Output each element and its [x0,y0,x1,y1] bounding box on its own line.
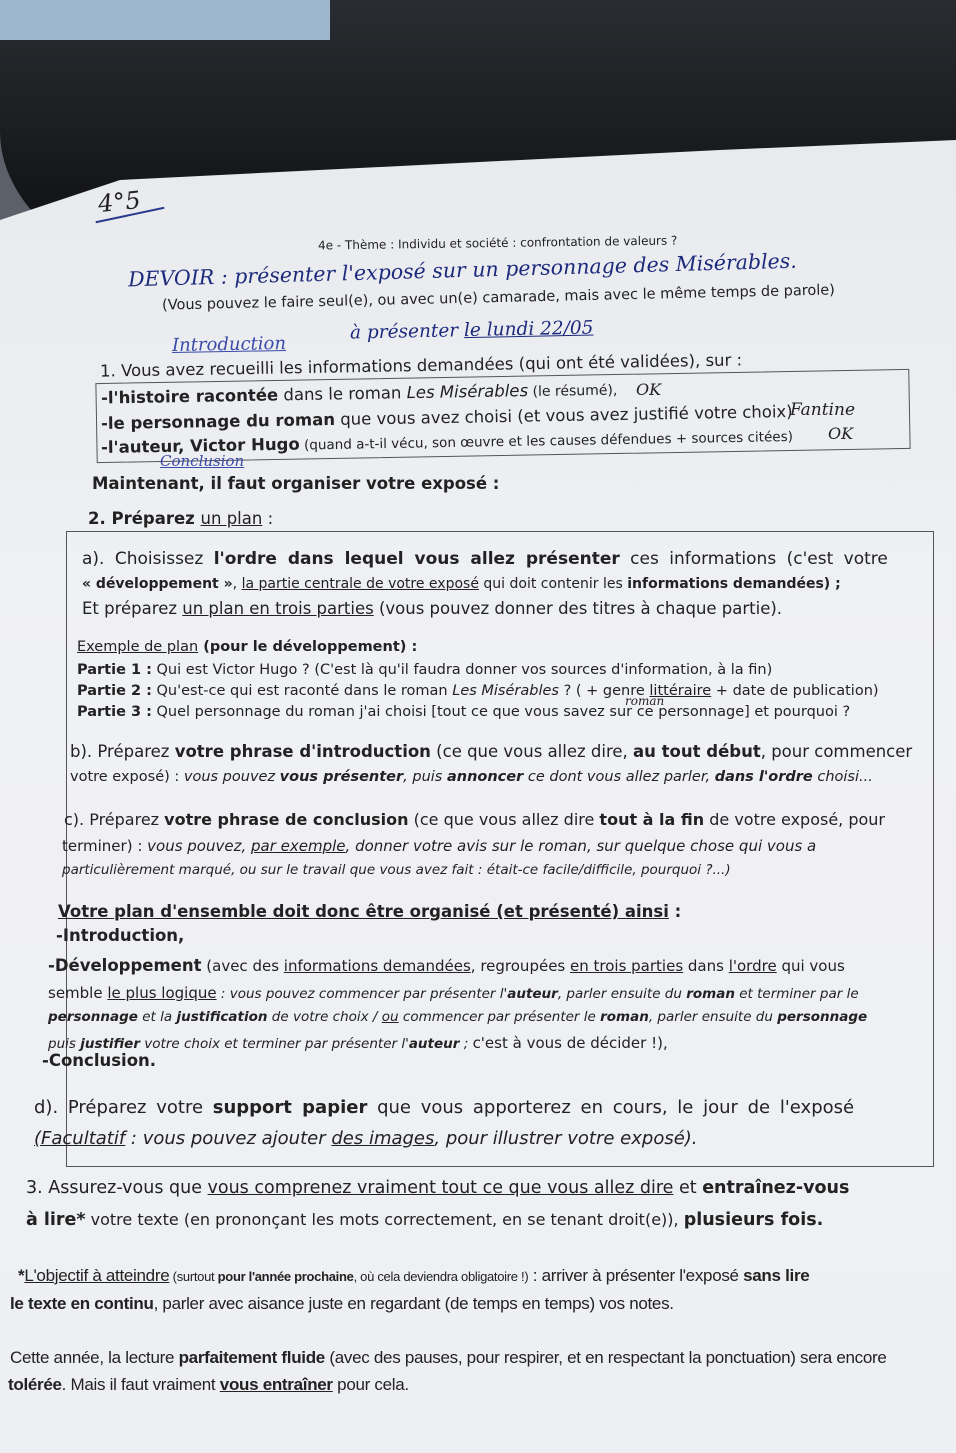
s3-l1-strong: entraînez-vous [702,1178,850,1198]
p2-u: littéraire [649,683,712,699]
fn-l1-small: (surtout [169,1269,218,1284]
b2-rest: que vous avez choisi (et vous avez justifié votre choix) [334,401,793,429]
b1-small: (le résumé), [527,382,618,401]
d-l1-pre: d). Préparez [34,1097,157,1118]
plan-part2 [77,683,879,699]
b1-strong: -l'histoire racontée [100,385,279,408]
s2-d-line1 [34,1097,854,1118]
subtitle: (Vous pouvez le faire seul(e), ou avec un(e) camarade, mais avec le même temps de parole) [161,282,836,314]
c-l3: particulièrement marqué, ou sur le travail que vous avez fait : était-ce facile/difficile, pourquoi ?...) [62,862,731,878]
dev-pre: (avec des [201,957,284,975]
d-l2-u: (Facultatif [34,1128,126,1149]
ex-u: Exemple de plan [77,639,199,655]
a-l3-post: (vous pouvez donner des titres à chaque partie). [373,599,783,618]
dev3-bi2: justification [176,1009,268,1025]
d-l1-post: que vous apporterez en cours, le jour de l'exposé [367,1097,855,1118]
b-l2-pre: votre exposé) : [70,769,184,785]
plan-dev-line4 [48,1034,668,1052]
b3-rest: (quand a-t-il vécu, son œuvre et les causes défendues + sources citées) [299,428,794,454]
dev4-bi1: justifier [80,1036,140,1052]
annotation-introduction: Introduction [171,333,287,356]
fn-l3-pre: Cette année, la lecture [10,1348,179,1367]
dev3-bi3: roman [600,1009,649,1025]
dev3-i2: de votre choix / [267,1009,382,1025]
s2-title-link: un plan [200,509,263,528]
dev3-i1: et la [137,1009,177,1025]
plan-dev-line3 [48,1009,867,1025]
dev-u1: informations demandées [283,957,471,975]
p1-rest: Qui est Victor Hugo ? (C'est là qu'il faudra donner vos sources d'information, à la fin) [151,662,773,678]
annotation-conclusion: Conclusion [160,452,245,470]
a-l2-strong: « développement » [82,576,233,592]
fn-l1-rest: : arriver à présenter l'exposé [528,1266,744,1285]
fn-l3-rest: (avec des pauses, pour respirer, et en respectant la ponctuation) sera encore [324,1348,887,1367]
plan-intro: -Introduction, [56,926,185,945]
fn-l3-b: parfaitement fluide [178,1348,325,1367]
dev4-bi2: auteur [408,1036,460,1052]
fn-l1-small2: , où cela deviendra obligatoire !) [353,1269,529,1284]
c-l1-mid: (ce que vous allez dire [408,810,600,829]
s3-l1-u: vous comprenez vraiment tout ce que vous allez dire [207,1178,674,1198]
s2-a-line1 [82,549,888,569]
ex-strong: (pour le développement) : [198,639,418,655]
s2-d-line2 [34,1128,698,1149]
b1-rest: dans le roman [277,383,407,405]
dev-u2: en trois parties [570,957,684,975]
s2-a-line2 [82,576,841,592]
a-l3-pre: Et préparez [82,599,183,618]
section1-line1: 1. Vous avez recueilli les informations demandées (qui ont été validées), sur : [99,350,743,381]
b3-strong: -l'auteur, Victor Hugo [100,434,300,458]
p3-strong: Partie 3 : [77,704,152,720]
organize-heading: Maintenant, il faut organiser votre exposé : [92,474,500,493]
dev-post: qui vous [776,957,845,975]
dev-mid: , regroupées [470,957,571,975]
dev4-i1: puis [48,1036,81,1052]
fn-l2-rest: , parler avec aisance juste en regardant (de temps en temps) vos notes. [153,1294,674,1313]
dev2-bi2: roman [686,986,735,1002]
annotation-fantine: Fantine [790,400,856,420]
b-l1-strong: votre phrase d'introduction [174,742,431,761]
p3-rest: Quel personnage du roman j'ai choisi [tout ce que vous savez sur ce personnage] et pourquoi ? [151,704,851,720]
p2-rest: Qu'est-ce qui est raconté dans le roman [151,683,453,699]
footnote-line4 [8,1375,409,1395]
a-l2-strong2: informations demandées) ; [627,576,841,592]
s3-l1-mid: et [673,1178,703,1198]
dev2-bi1: auteur [507,986,558,1002]
dev4-rest: c'est à vous de décider !), [472,1034,668,1052]
fn-l4-post: pour cela. [332,1375,409,1394]
due-prefix: à présenter [349,320,465,344]
s3-line2 [26,1210,823,1230]
d-l2-i2: , pour illustrer votre exposé). [434,1128,698,1149]
b-l2-i2: , puis [403,769,447,785]
s2-b-line1 [70,742,912,761]
plan-dev-line2 [48,984,859,1002]
b1-italic: Les Misérables [406,381,529,403]
plan-dev-line1 [48,956,845,975]
b-l1-post: , pour commencer [760,742,913,761]
footnote-line2 [10,1294,674,1314]
b-l1-mid: (ce que vous allez dire, [430,742,634,761]
annotation-roman: roman [625,694,665,708]
b-l2-i4: choisi... [812,769,873,785]
d-l1-pre2: votre [156,1097,213,1118]
a-l3-u: un plan en trois parties [182,599,374,618]
annotation-ok-1: OK [636,380,662,399]
a-l1-post: ces informations (c'est votre [619,549,888,569]
s2-title-prefix: 2. Préparez [88,509,201,528]
p2-strong: Partie 2 : [77,683,152,699]
s2-c-line2 [62,837,816,855]
dev2-i1: : vous pouvez commencer par présenter l' [216,986,508,1002]
plan-ensemble-title [58,902,681,921]
dev4-i3: ; [459,1036,473,1052]
example-plan-title [77,639,417,655]
a-l2-post: qui doit contenir les [478,576,628,592]
fn-l2-b: le texte en continu [10,1294,154,1313]
plan-colon: : [668,902,682,921]
d-l1-strong: support papier [212,1097,368,1118]
dev3-bi1: personnage [48,1009,138,1025]
dev-strong: -Développement [48,956,202,975]
fn-l1-b2: sans lire [743,1266,810,1285]
dev3-u: ou [381,1009,399,1025]
s2-title-suffix: : [262,509,274,528]
a-l2-u: la partie centrale de votre exposé [241,576,479,592]
c-l2-i2: , donner votre avis sur le roman, sur quelque chose qui vous a [345,837,817,855]
s3-l2-strong: à lire* [26,1210,86,1230]
c-l2-u: par exemple [251,837,346,855]
dev2-pre: semble [48,984,108,1002]
footnote-line1 [18,1266,809,1286]
p2-italic: Les Misérables [452,683,559,699]
s3-line1 [26,1178,849,1198]
footnote-line3 [10,1348,887,1368]
dev4-i2: votre choix et terminer par présenter l' [140,1036,409,1052]
fn-l1-b: pour l'année prochaine [217,1269,354,1284]
s3-l2-strong2: plusieurs fois. [683,1210,824,1230]
d-l2-i1: : vous pouvez ajouter [125,1128,332,1149]
plan-title: Votre plan d'ensemble doit donc être organisé (et présenté) ainsi [58,902,669,921]
b-l2-bi1: vous présenter [279,769,404,785]
p2-end: ? ( + genre [558,683,650,699]
annotation-ok-2: OK [828,424,854,443]
plan-part3 [77,704,850,720]
fn-star: * [18,1266,25,1285]
b2-strong: -le personnage du roman [100,409,336,434]
c-l1-pre: c). Préparez [64,810,165,829]
b-l2-i3: ce dont vous allez parler, [523,769,715,785]
b-l1-strong2: au tout début [633,742,761,761]
dev-mid2: dans [683,957,729,975]
b-l2-i1: vous pouvez [183,769,280,785]
s2-b-line2 [70,769,873,785]
fn-l1-u: L'objectif à atteindre [24,1266,170,1285]
a-l2-mid: , [232,576,242,592]
plan-conclusion: -Conclusion. [42,1051,157,1070]
c-l1-strong: votre phrase de conclusion [164,810,409,829]
s3-l2-mid: votre texte (en prononçant les mots correctement, en se tenant droit(e)), [85,1210,684,1229]
s2-c-line3 [62,862,731,878]
devoir-title: DEVOIR : présenter l'exposé sur un personnage des Misérables. [127,248,798,292]
dev3-i4: , parler ensuite du [648,1009,778,1025]
s2-a-line3 [82,599,782,618]
d-l2-u2: des images [331,1128,435,1149]
background-window [0,0,330,40]
plan-part1 [77,662,772,678]
theme-line: 4e - Thème : Individu et société : confrontation de valeurs ? [317,233,678,253]
dev-u3: l'ordre [728,957,777,975]
class-label: 4°5 [96,185,142,219]
a-l1-pre: a). Choisissez [82,549,214,569]
dev2-u: le plus logique [107,984,217,1002]
fn-l4-b: tolérée [8,1375,62,1394]
fn-l4-mid: . Mais il faut vraiment [61,1375,220,1394]
b-l2-bi2: annoncer [446,769,524,785]
p1-strong: Partie 1 : [77,662,152,678]
b-l1-pre: b). Préparez [70,742,175,761]
b-l2-bi3: dans l'ordre [714,769,813,785]
c-l1-strong2: tout à la fin [599,810,705,829]
c-l2-i1: vous pouvez, [147,837,252,855]
dev3-bi4: personnage [777,1009,868,1025]
c-l2-pre: terminer) : [62,837,148,855]
s2-c-line1 [64,810,885,829]
fn-l4-ub: vous entraîner [219,1375,333,1394]
dev2-i3: et terminer par le [734,986,859,1002]
s3-l1-pre: 3. Assurez-vous que [26,1178,208,1198]
p2-tail: + date de publication) [711,683,879,699]
c-l1-post: de votre exposé, pour [704,810,885,829]
section2-title [88,509,273,528]
due-date-value: le lundi 22/05 [463,317,594,342]
dev2-i2: , parler ensuite du [557,986,687,1002]
a-l1-strong: l'ordre dans lequel vous allez présenter [213,549,620,569]
dev3-i3: commencer par présenter le [398,1009,601,1025]
